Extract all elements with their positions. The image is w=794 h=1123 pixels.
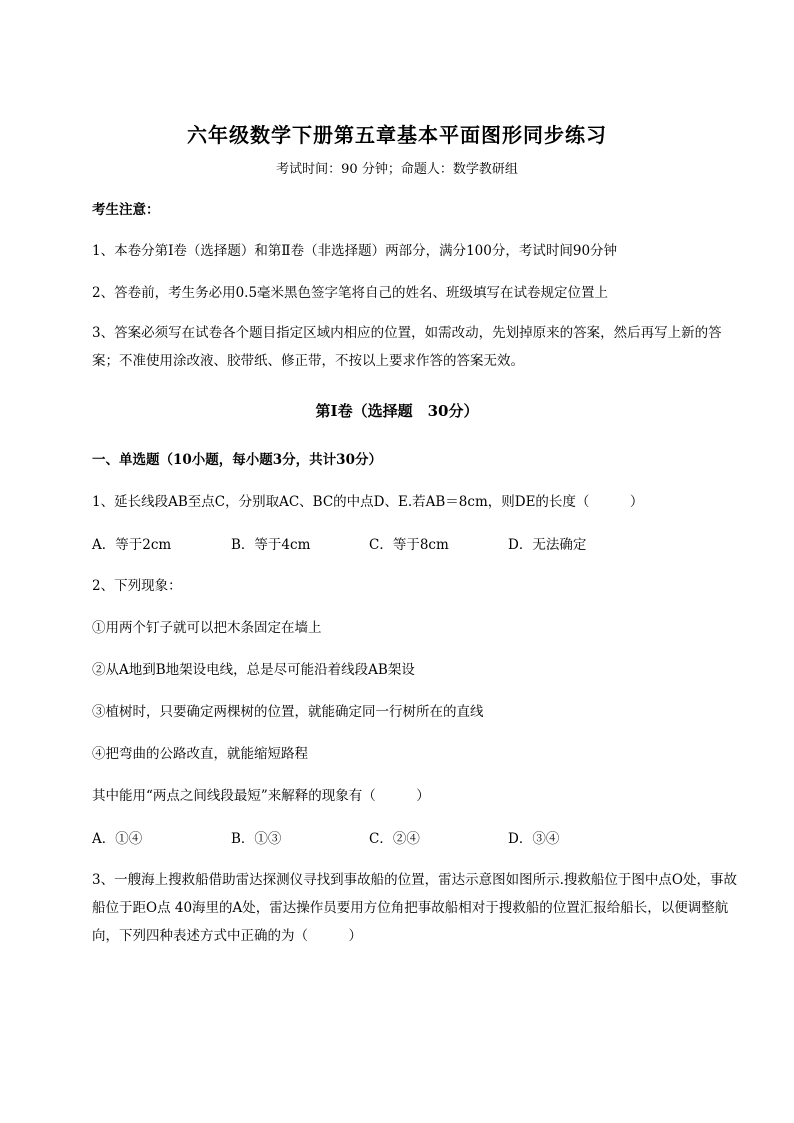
page-title: 六年级数学下册第五章基本平面图形同步练习: [187, 123, 607, 147]
q2-item-3: ③植树时，只要确定两棵树的位置，就能确定同一行树所在的直线: [92, 704, 484, 720]
q2-item-4: ④把弯曲的公路改直，就能缩短路程: [92, 746, 308, 762]
question-3-stem: 3、一艘海上搜救船借助雷达探测仪寻找到事故船的位置，雷达示意图如图所示.搜救船位于图中点O处，事故船位于距O点 40海里的A处，雷达操作员要用方位角把事故船相对于搜救船的位置汇报给船长，以便调整航向，下列四种表述方式中正确的为（ ）: [92, 872, 737, 944]
q2-option-c: C．②④: [369, 831, 420, 847]
q2-option-a: A．①④: [92, 831, 143, 847]
q2-option-b: B．①③: [231, 831, 282, 847]
section-heading: 一、单选题（10小题，每小题3分，共计30分）: [92, 452, 382, 468]
question-2-stem: 2、下列现象：: [92, 578, 182, 594]
q2-item-1: ①用两个钉子就可以把木条固定在墙上: [92, 620, 322, 636]
q2-item-2: ②从A地到B地架设电线，总是尽可能沿着线段AB架设: [92, 662, 415, 678]
q1-option-d: D．无法确定: [508, 537, 587, 553]
q1-option-b: B．等于4cm: [231, 537, 311, 553]
q2-question: 其中能用“两点之间线段最短”来解释的现象有（ ）: [92, 788, 430, 804]
part1-title: 第Ⅰ卷（选择题 30分）: [315, 402, 479, 420]
q1-option-a: A．等于2cm: [92, 537, 172, 553]
notice-item-3: 3、答案必须写在试卷各个题目指定区域内相应的位置，如需改动，先划掉原来的答案，然后再写上新的答案；不准使用涂改液、胶带纸、修正带，不按以上要求作答的答案无效。: [92, 325, 722, 369]
notice-heading: 考生注意：: [92, 202, 160, 218]
notice-item-1: 1、本卷分第Ⅰ卷（选择题）和第Ⅱ卷（非选择题）两部分，满分100分，考试时间90分钟: [92, 243, 618, 259]
exam-info: 考试时间：90 分钟；命题人：数学教研组: [276, 162, 518, 177]
q2-option-d: D．③④: [508, 831, 560, 847]
question-1-stem: 1、延长线段AB至点C，分别取AC、BC的中点D、E.若AB＝8cm，则DE的长度（ ）: [92, 494, 644, 510]
q1-option-c: C．等于8cm: [369, 537, 449, 553]
notice-item-2: 2、答卷前，考生务必用0.5毫米黑色签字笔将自己的姓名、班级填写在试卷规定位置上: [92, 285, 609, 301]
